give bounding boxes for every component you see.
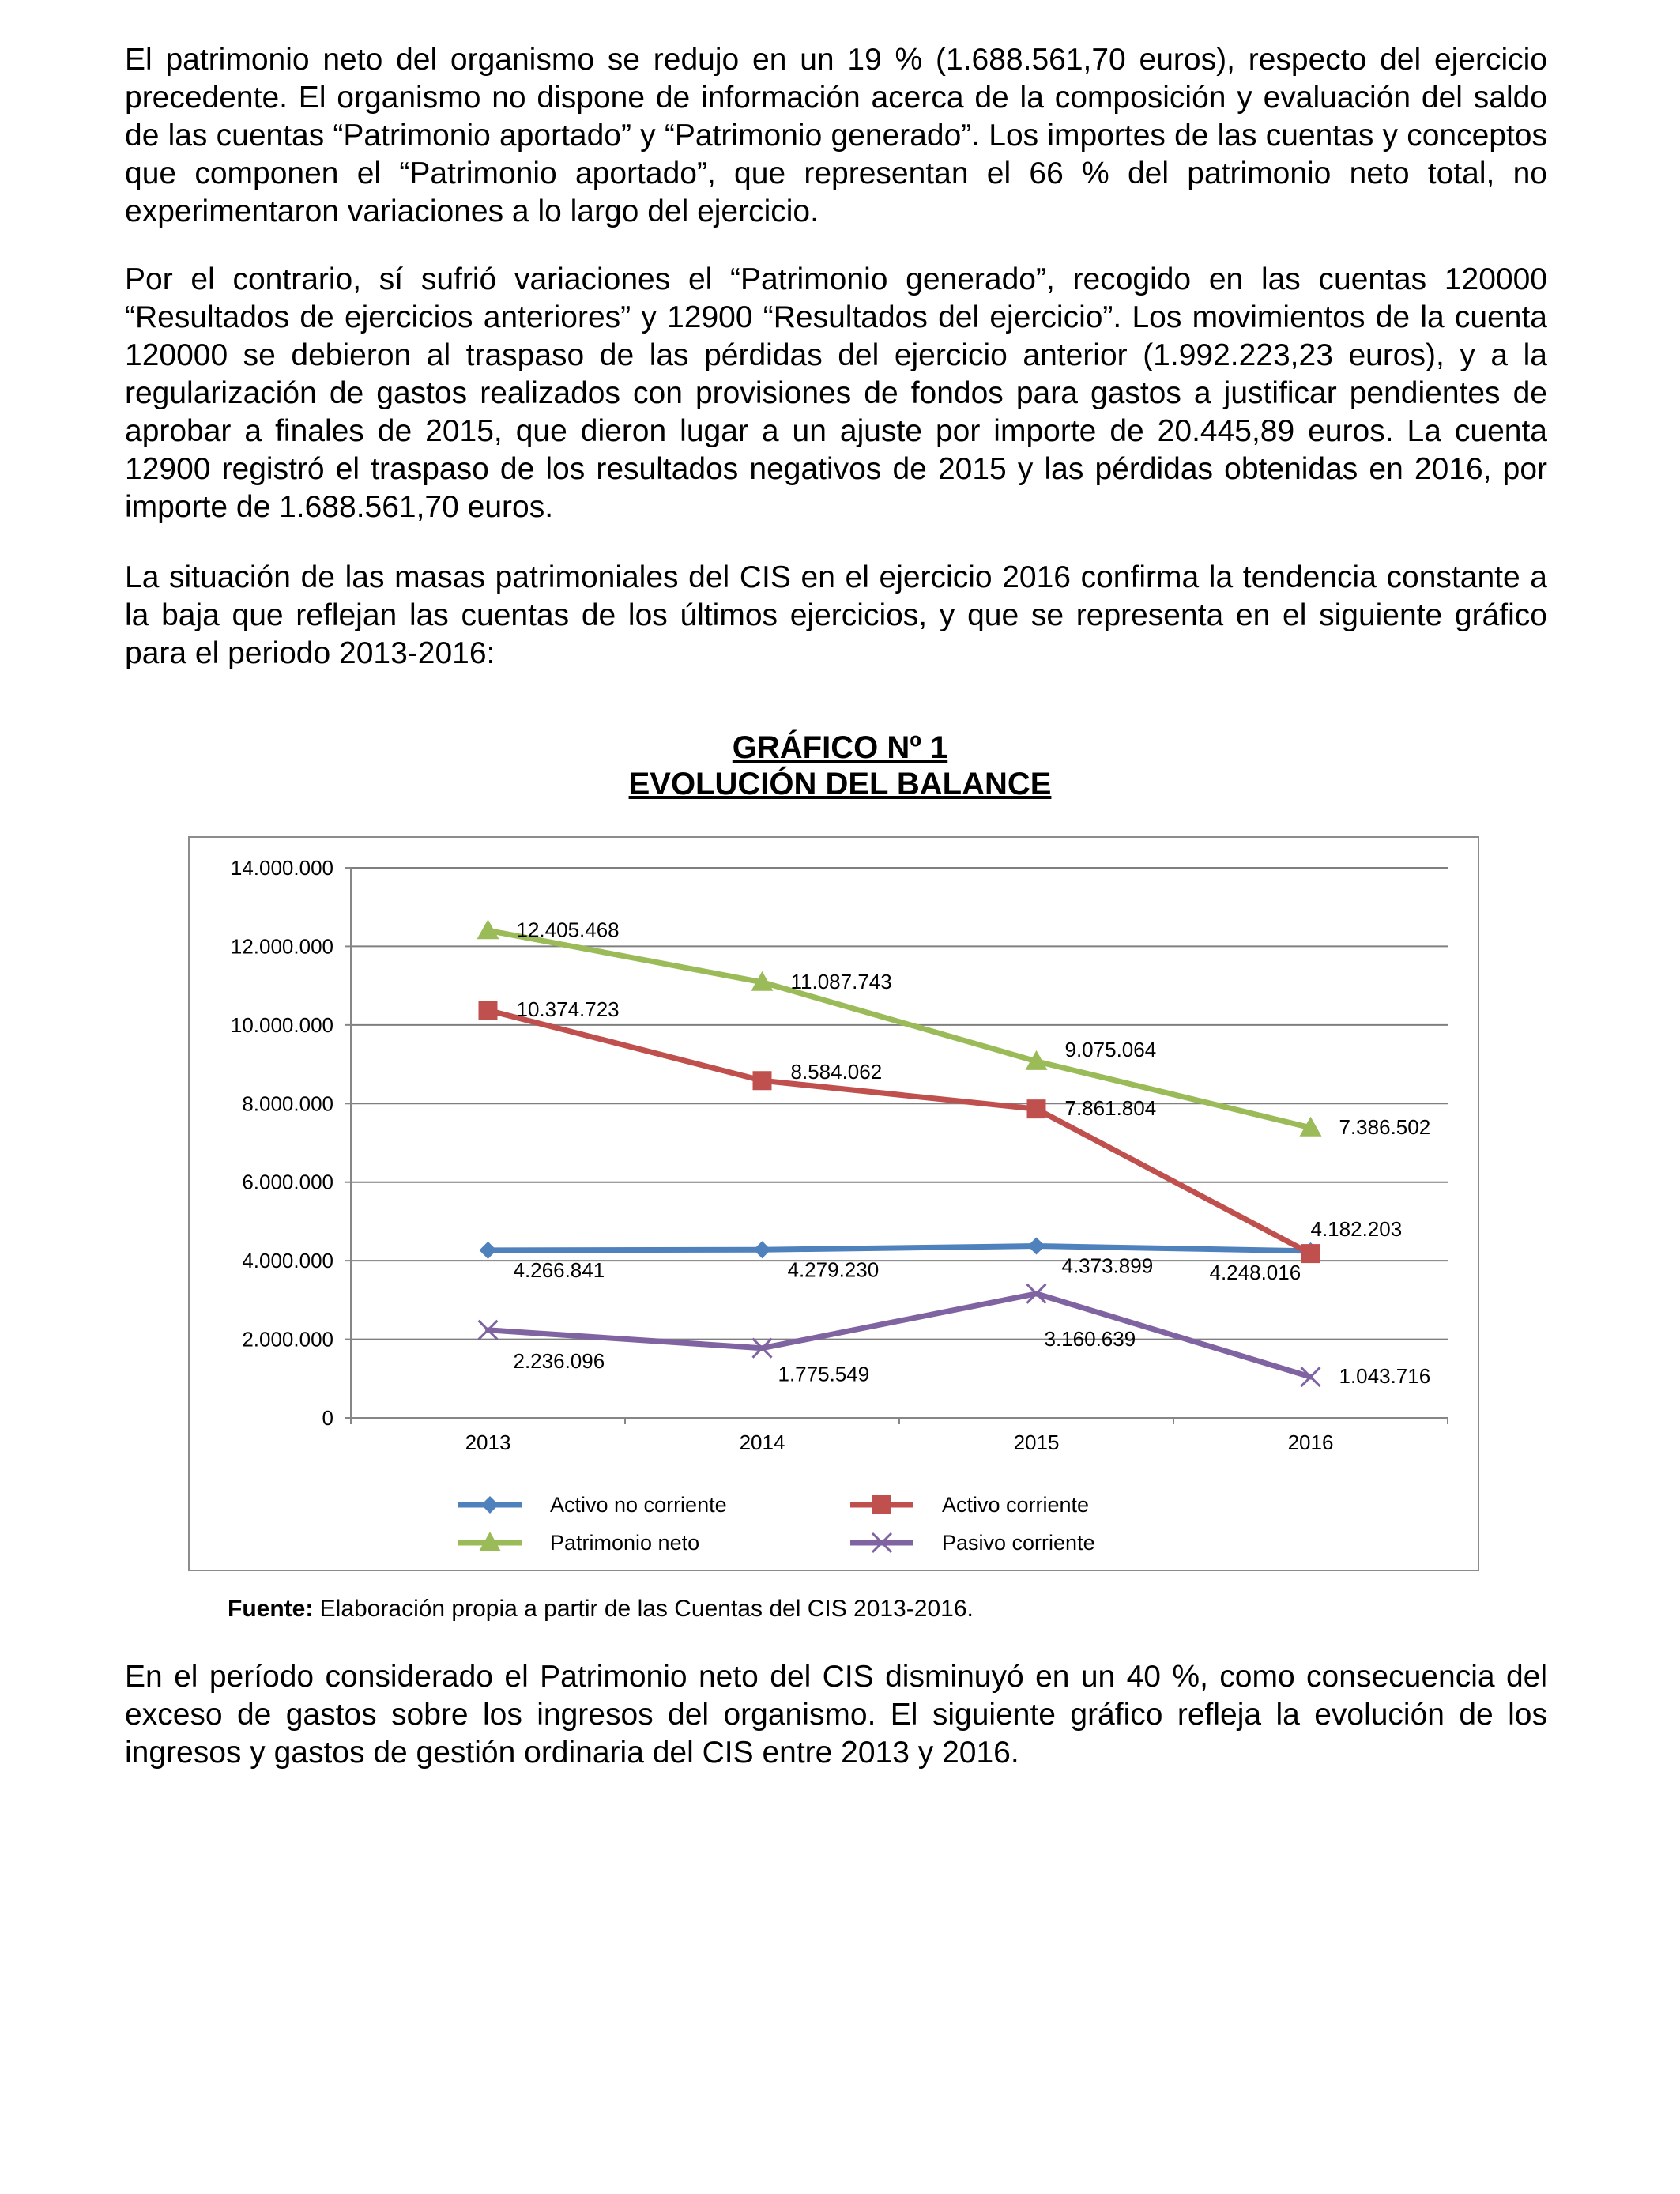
y-tick-label: 10.000.000 <box>230 1012 333 1037</box>
x-tick-label: 2016 <box>1287 1431 1334 1454</box>
data-label-activo-corriente: 4.182.203 <box>1310 1217 1403 1242</box>
y-tick-label: 0 <box>322 1406 333 1430</box>
y-tick-label: 12.000.000 <box>230 934 333 959</box>
y-tick-label: 2.000.000 <box>242 1327 333 1351</box>
x-tick-label: 2014 <box>739 1431 785 1454</box>
data-point-activo-corriente <box>1027 1099 1046 1118</box>
chart-frame <box>188 836 1479 1571</box>
y-tick-label: 8.000.000 <box>242 1091 333 1116</box>
x-tick-label: 2015 <box>1013 1431 1060 1454</box>
data-label-pasivo-corriente: 2.236.096 <box>513 1348 605 1373</box>
legend-marker-activo-corriente <box>872 1495 891 1514</box>
paragraph-patrimonio-neto: El patrimonio neto del organismo se redujo en un 19 % (1.688.561,70 euros), respecto del ejercicio precedente. El organismo no dispone de información acerca de la composición y evaluación del saldo de las cuentas “Patrimonio aportado” y “Patrimonio generado”. Los importes de las cuentas y conceptos que componen el “Patrimonio aportado”, que representan el 66 % del patrimonio neto total, no experimentaron variaciones a lo largo del ejercicio. <box>125 43 1547 228</box>
data-label-patrimonio-neto: 9.075.064 <box>1064 1037 1157 1061</box>
legend-label-pasivo-corriente: Pasivo corriente <box>942 1531 1095 1555</box>
legend-marker-activo-no-corriente <box>481 1496 499 1514</box>
series-line-activo-corriente <box>488 1010 1311 1253</box>
data-point-activo-corriente <box>479 1001 498 1020</box>
data-label-activo-no-corriente: 4.373.899 <box>1061 1253 1154 1278</box>
data-label-patrimonio-neto: 12.405.468 <box>516 918 620 942</box>
legend-label-patrimonio-neto: Patrimonio neto <box>550 1531 700 1555</box>
series-line-activo-no-corriente <box>488 1246 1311 1251</box>
data-point-activo-corriente <box>1301 1244 1320 1263</box>
series-line-pasivo-corriente <box>488 1294 1311 1377</box>
series-line-patrimonio-neto <box>488 930 1311 1128</box>
y-tick-label: 14.000.000 <box>230 856 333 880</box>
paragraph-patrimonio-generado: Por el contrario, sí sufrió variaciones el “Patrimonio generado”, recogido en las cuentas 120000 “Resultados de ejercicios anteriores” y 12900 “Resultados del ejercicio”. Los movimientos de la cuenta 120000 se debieron al traspaso de las pérdidas del ejercicio anterior (1.992.223,23 euros), y a la regularización de gastos realizados con provisiones de fondos para gastos a justificar pendientes de aprobar a finales de 2015, que dieron lugar a un ajuste por importe de 20.445,89 euros. La cuenta 12900 registró el traspaso de los resultados negativos de 2015 y las pérdidas obtenidas en 2016, por importe de 1.688.561,70 euros. <box>125 262 1547 524</box>
data-point-activo-no-corriente <box>754 1241 771 1258</box>
data-label-activo-no-corriente: 4.279.230 <box>787 1257 880 1282</box>
data-label-activo-no-corriente: 4.266.841 <box>513 1257 605 1282</box>
data-label-activo-no-corriente: 4.248.016 <box>1209 1260 1301 1284</box>
source-label: Fuente: <box>228 1596 314 1622</box>
paragraph-disminucion-patrimonio: En el período considerado el Patrimonio neto del CIS disminuyó en un 40 %, como consecuencia del exceso de gastos sobre los ingresos del organismo. El siguiente gráfico refleja la evolución de los ingresos y gastos de gestión ordinaria del CIS entre 2013 y 2016. <box>125 1660 1547 1770</box>
data-point-activo-no-corriente <box>1028 1238 1045 1255</box>
paragraph-masas-patrimoniales: La situación de las masas patrimoniales del CIS en el ejercicio 2016 confirma la tendencia constante a la baja que reflejan las cuentas de los últimos ejercicios, y que se representa en el siguiente gráfico para el periodo 2013-2016: <box>125 560 1547 670</box>
y-tick-label: 4.000.000 <box>242 1249 333 1273</box>
data-label-activo-corriente: 7.861.804 <box>1064 1096 1157 1121</box>
balance-line-chart <box>190 838 1478 1570</box>
data-label-patrimonio-neto: 7.386.502 <box>1339 1114 1431 1139</box>
chart-heading-title: EVOLUCIÓN DEL BALANCE <box>628 767 1052 801</box>
x-tick-label: 2013 <box>465 1431 511 1454</box>
legend-label-activo-no-corriente: Activo no corriente <box>550 1493 727 1517</box>
chart-heading-number: GRÁFICO Nº 1 <box>732 730 948 765</box>
source-text: Elaboración propia a partir de las Cuentas del CIS 2013-2016. <box>313 1596 974 1622</box>
data-point-activo-no-corriente <box>480 1242 497 1259</box>
chart-source-note <box>228 1595 974 1623</box>
legend-label-activo-corriente: Activo corriente <box>942 1493 1090 1517</box>
data-label-pasivo-corriente: 1.043.716 <box>1339 1364 1431 1389</box>
data-label-pasivo-corriente: 1.775.549 <box>778 1362 870 1386</box>
data-point-activo-corriente <box>753 1071 772 1090</box>
data-label-activo-corriente: 10.374.723 <box>516 997 620 1022</box>
data-label-activo-corriente: 8.584.062 <box>790 1060 883 1084</box>
data-label-pasivo-corriente: 3.160.639 <box>1044 1326 1136 1351</box>
data-label-patrimonio-neto: 11.087.743 <box>790 969 892 993</box>
y-tick-label: 6.000.000 <box>242 1170 333 1194</box>
